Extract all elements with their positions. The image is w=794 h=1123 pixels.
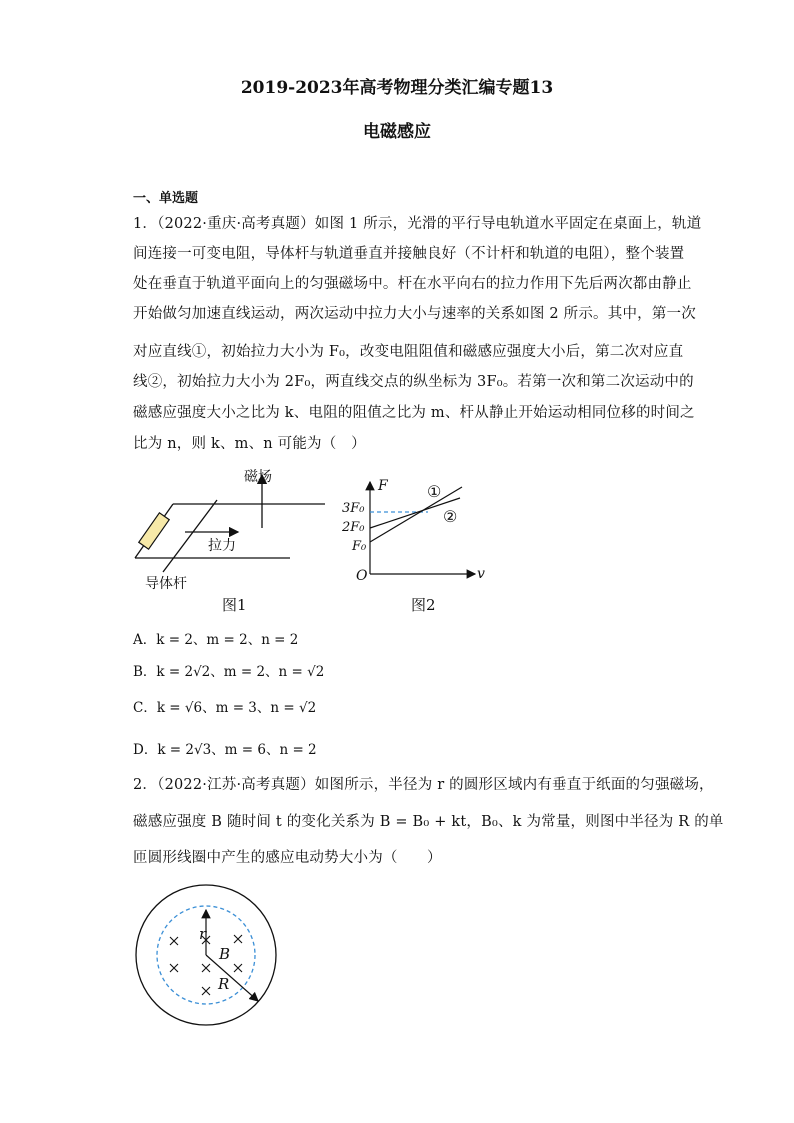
figure-circular-field [130, 883, 285, 1028]
tick-2f0: 2F₀ [342, 520, 365, 535]
section-heading: 一、单选题 [133, 191, 199, 206]
option-a: A．k = 2、m = 2、n = 2 [133, 632, 299, 648]
question-line: 磁感应强度 B 随时间 t 的变化关系为 B = B₀ + kt，B₀、k 为常量，则图中半径为 R 的单 [133, 814, 724, 830]
x-axis-label: v [477, 566, 485, 582]
tick-f0: F₀ [352, 539, 367, 554]
question-line: 比为 n，则 k、m、n 可能为（ ） [133, 436, 366, 452]
figure-1-caption: 图1 [222, 596, 247, 614]
question-line: 间连接一可变电阻，导体杆与轨道垂直并接触良好（不计杆和轨道的电阻），整个装置 [133, 246, 685, 262]
line-2-label: ② [443, 507, 458, 526]
question-line: 磁感应强度大小之比为 k、电阻的阻值之比为 m、杆从静止开始运动相同位移的时间之 [133, 405, 695, 421]
document-title: 2019-2023年高考物理分类汇编专题13 [240, 78, 554, 98]
field-label: 磁场 [244, 469, 272, 485]
question-line: 对应直线①，初始拉力大小为 F₀，改变电阻阻值和磁感应强度大小后，第二次对应直 [133, 344, 684, 360]
question-line: 1．（2022·重庆·高考真题）如图 1 所示，光滑的平行导电轨道水平固定在桌面上，轨道 [133, 216, 702, 232]
question-line: 2．（2022·江苏·高考真题）如图所示，半径为 r 的圆形区域内有垂直于纸面的匀强磁场， [133, 777, 714, 793]
line-1-label: ① [427, 482, 442, 501]
y-axis-label: F [378, 478, 388, 494]
question-line: 开始做匀加速直线运动，两次运动中拉力大小与速率的关系如图 2 所示。其中，第一次 [133, 306, 696, 322]
resistor [139, 513, 169, 549]
question-line: 线②，初始拉力大小为 2F₀，两直线交点的纵坐标为 3F₀。若第一次和第二次运动中的 [133, 374, 694, 390]
large-radius-arrow [206, 955, 258, 1001]
document-subtitle: 电磁感应 [363, 122, 431, 142]
question-line: 处在垂直于轨道平面向上的匀强磁场中。杆在水平向右的拉力作用下先后两次都由静止 [133, 276, 692, 292]
option-c: C．k = √6、m = 3、n = √2 [133, 700, 317, 716]
option-b: B．k = 2√2、m = 2、n = √2 [133, 664, 325, 680]
force-label: 拉力 [208, 538, 236, 554]
field-label-b: B [219, 945, 231, 963]
rod-label: 导体杆 [145, 576, 187, 592]
tick-3f0: 3F₀ [342, 501, 365, 516]
large-radius-label: R [218, 975, 230, 993]
question-line: 匝圆形线圈中产生的感应电动势大小为（ ） [133, 850, 442, 866]
figure-2-caption: 图2 [411, 596, 436, 614]
small-radius-label: r [199, 925, 207, 943]
option-d: D．k = 2√3、m = 6、n = 2 [133, 742, 317, 758]
origin-label: O [356, 568, 368, 584]
